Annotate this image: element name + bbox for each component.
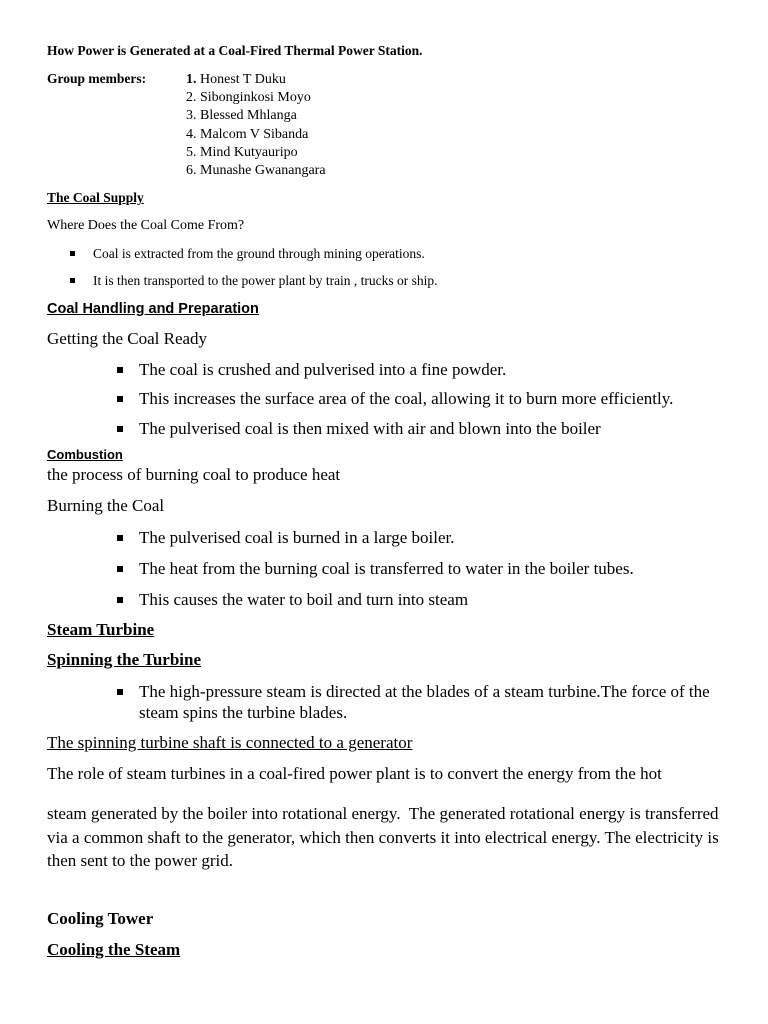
- bullet-text: This causes the water to boil and turn into steam: [139, 590, 469, 609]
- member-item: [186, 89, 326, 107]
- member-number: 1.: [186, 72, 197, 87]
- bullet-square-icon: [70, 251, 75, 256]
- bullet-text: Coal is extracted from the ground through mining operations.: [93, 246, 425, 261]
- member-item: [186, 162, 326, 180]
- member-name: Honest T Duku: [200, 72, 286, 87]
- spinning-turbine-subheading: Spinning the Turbine: [47, 650, 202, 669]
- bullet-square-icon: [117, 426, 123, 432]
- combustion-heading: Combustion: [47, 447, 123, 462]
- bullet-text: The high-pressure steam is directed at the blades of a steam turbine.The force of the steam spins the turbine blades.: [139, 682, 710, 722]
- coal-supply-heading: The Coal Supply: [47, 190, 144, 205]
- bullet-square-icon: [117, 396, 123, 402]
- member-name: Blessed Mhlanga: [200, 108, 297, 124]
- member-item: [186, 71, 326, 89]
- steam-turbine-heading: Steam Turbine: [47, 620, 155, 639]
- document-title: How Power is Generated at a Coal-Fired Thermal Power Station.: [47, 43, 423, 58]
- bullet-text: The pulverised coal is burned in a large boiler.: [139, 528, 455, 547]
- bullet-square-icon: [117, 597, 123, 603]
- bullet-text: The pulverised coal is then mixed with air and blown into the boiler: [139, 419, 601, 438]
- bullet-square-icon: [70, 278, 75, 283]
- cooling-tower-heading: Cooling Tower: [47, 909, 154, 928]
- turbine-paragraph-2: steam generated by the boiler into rotational energy. The generated rotational energy is transferred via a common shaft to the generator, which then converts it into electrical energy. The electricity is then sent to the power grid.: [47, 804, 719, 870]
- coal-handling-subheading: Getting the Coal Ready: [47, 329, 208, 348]
- bullet-text: It is then transported to the power plant by train , trucks or ship.: [93, 273, 438, 288]
- bullet-text: The coal is crushed and pulverised into a fine powder.: [139, 360, 507, 379]
- coal-handling-heading: Coal Handling and Preparation: [47, 301, 259, 317]
- member-name: Mind Kutyauripo: [200, 144, 298, 160]
- member-name: Munashe Gwanangara: [200, 163, 326, 179]
- bullet-text: This increases the surface area of the coal, allowing it to burn more efficiently.: [139, 389, 674, 408]
- member-number: 3.: [186, 108, 197, 124]
- member-name: Sibonginkosi Moyo: [200, 90, 311, 106]
- shaft-connection-line: The spinning turbine shaft is connected to a generator: [47, 733, 413, 752]
- coal-supply-question: Where Does the Coal Come From?: [47, 218, 245, 233]
- combustion-definition: the process of burning coal to produce heat: [47, 465, 341, 484]
- bullet-text: The heat from the burning coal is transferred to water in the boiler tubes.: [139, 559, 634, 578]
- bullet-square-icon: [117, 367, 123, 373]
- member-item: [186, 144, 326, 162]
- member-number: 5.: [186, 144, 197, 160]
- member-number: 4.: [186, 126, 197, 142]
- member-number: 6.: [186, 163, 197, 179]
- combustion-subheading: Burning the Coal: [47, 496, 165, 515]
- member-item: [186, 107, 326, 125]
- member-number: 2.: [186, 90, 197, 106]
- turbine-paragraph-1: The role of steam turbines in a coal-fired power plant is to convert the energy from the hot: [47, 764, 662, 783]
- cooling-steam-subheading: Cooling the Steam: [47, 940, 181, 959]
- bullet-square-icon: [117, 689, 123, 695]
- bullet-square-icon: [117, 535, 123, 541]
- member-name: Malcom V Sibanda: [200, 126, 309, 142]
- group-members-label: Group members:: [47, 71, 147, 86]
- bullet-square-icon: [117, 566, 123, 572]
- member-item: [186, 126, 326, 144]
- group-members-list: [186, 71, 326, 180]
